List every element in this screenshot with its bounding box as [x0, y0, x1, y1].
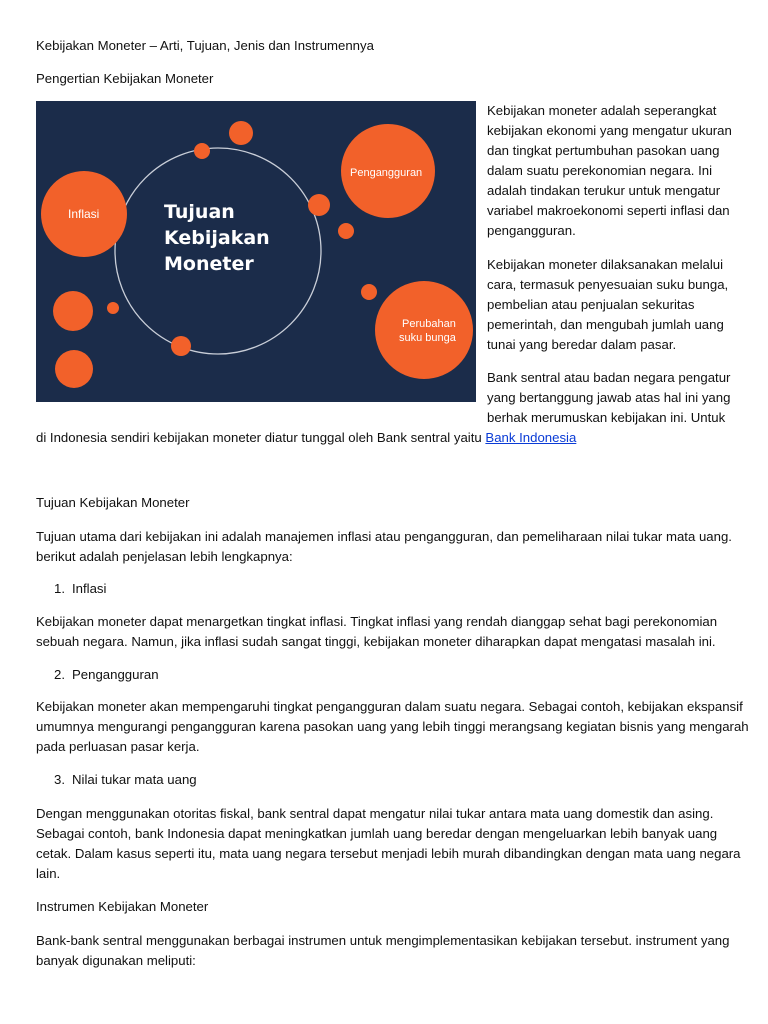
text-line: berhak merumuskan kebijakan ini. Untuk: [487, 410, 726, 425]
list-item-pengangguran: [54, 665, 159, 685]
paragraph-pelaksanaan: [487, 255, 747, 355]
text-line: pada perluasan pasar kerja.: [36, 739, 200, 754]
text-line: pengangguran.: [487, 223, 576, 238]
text-line: cetak. Dalam kasus seperti itu, mata uang negara tersebut menjadi lebih murah dibandingkan dengan mata uang negara: [36, 846, 741, 861]
list-item-nilai-tukar: [54, 770, 197, 790]
text-line: Kebijakan moneter dilaksanakan melalui: [487, 257, 724, 272]
dot: [338, 223, 354, 239]
section-heading-pengertian: Pengertian Kebijakan Moneter: [36, 71, 214, 86]
text-line: Bank sentral atau badan negara pengatur: [487, 370, 731, 385]
text-line: cara, termasuk penyesuaian suku bunga,: [487, 277, 729, 292]
dot: [107, 302, 119, 314]
label-pengangguran: Pengangguran: [350, 167, 423, 179]
circle-perubahan-suku-bunga: [375, 281, 473, 379]
figure-title-line2: Kebijakan: [164, 227, 270, 249]
text-line: Bank-bank sentral menggunakan berbagai instrumen untuk mengimplementasikan kebijakan tersebut. instrument yang: [36, 933, 730, 948]
text-line: pemerintah, dan mengubah jumlah uang: [487, 317, 724, 332]
text-line: kebijakan ekonomi yang mengatur ukuran: [487, 123, 732, 138]
list-item-inflasi: [54, 579, 106, 599]
dot: [194, 143, 210, 159]
dot: [361, 284, 377, 300]
dot: [308, 194, 330, 216]
text-line: adalah tindakan terukur untuk mengatur: [487, 183, 721, 198]
paragraph-instrumen-intro: [36, 931, 736, 971]
list-number: 2.: [54, 667, 65, 682]
paragraph-pengangguran: [36, 697, 749, 757]
text-line: Sebagai contoh, bank Indonesia dapat meningkatkan jumlah uang beredar dengan mengeluarkan lebih banyak uang: [36, 826, 718, 841]
text-line: tunai yang beredar dalam pasar.: [487, 337, 677, 352]
section-heading-tujuan: Tujuan Kebijakan Moneter: [36, 495, 190, 510]
text-line: lain.: [36, 866, 61, 881]
list-number: 3.: [54, 772, 65, 787]
text-line: Dengan menggunakan otoritas fiskal, bank sentral dapat mengatur nilai tukar antara mata uang domestik dan asing.: [36, 806, 714, 821]
list-label: Nilai tukar mata uang: [72, 772, 197, 787]
list-number: 1.: [54, 581, 65, 596]
text-line: umumnya mengurangi pengangguran karena pasokan uang yang lebih tinggi merangsang kegiatan bisnis yang mengarah: [36, 719, 749, 734]
figure-title-line1: Tujuan: [164, 201, 235, 223]
text-line: berikut adalah penjelasan lebih lengkapnya:: [36, 549, 293, 564]
dot: [229, 121, 253, 145]
label-inflasi: Inflasi: [68, 207, 100, 221]
document-title: Kebijakan Moneter – Arti, Tujuan, Jenis dan Instrumennya: [36, 38, 374, 53]
dot: [55, 350, 93, 388]
text-line: banyak digunakan meliputi:: [36, 953, 196, 968]
paragraph-nilai-tukar: [36, 804, 741, 884]
paragraph-tujuan-intro: [36, 527, 736, 567]
bank-indonesia-link[interactable]: Bank Indonesia: [485, 430, 577, 445]
text-line: yang bertanggung jawab atas hal ini yang: [487, 390, 731, 405]
paragraph-definisi: [487, 101, 747, 241]
text-line: variabel makroekonomi seperti inflasi dan: [487, 203, 730, 218]
section-heading-instrumen: Instrumen Kebijakan Moneter: [36, 899, 209, 914]
label-perubahan-line1: Perubahan: [402, 318, 456, 330]
text-line: dalam suatu perekonomian negara. Ini: [487, 163, 713, 178]
text-line: Kebijakan moneter dapat menargetkan tingkat inflasi. Tingkat inflasi yang rendah dianggap sehat bagi perekonomian: [36, 614, 718, 629]
paragraph-inflasi: [36, 612, 736, 652]
dot: [171, 336, 191, 356]
text-line: pembelian atau penjualan sekuritas: [487, 297, 695, 312]
text-line: Kebijakan moneter akan mempengaruhi tingkat pengangguran dalam suatu negara. Sebagai contoh, kebijakan ekspansif: [36, 699, 743, 714]
tujuan-kebijakan-figure: [36, 101, 476, 402]
text-line: Tujuan utama dari kebijakan ini adalah manajemen inflasi atau pengangguran, dan pemeliharaan nilai tukar mata uang.: [36, 529, 732, 544]
paragraph-bank-indonesia-line: [36, 428, 576, 448]
figure-title-line3: Moneter: [164, 253, 254, 275]
paragraph-bank-sentral: [487, 368, 747, 428]
text-line: Kebijakan moneter adalah seperangkat: [487, 103, 717, 118]
list-label: Inflasi: [72, 581, 107, 596]
label-perubahan-line2: suku bunga: [399, 332, 456, 344]
text-line: di Indonesia sendiri kebijakan moneter diatur tunggal oleh Bank sentral yaitu: [36, 430, 482, 445]
list-label: Pengangguran: [72, 667, 159, 682]
text-line: dan tingkat pertumbuhan pasokan uang: [487, 143, 720, 158]
dot: [53, 291, 93, 331]
text-line: sebuah negara. Namun, jika inflasi sudah sangat tinggi, kebijakan moneter diharapkan dapat mengatasi masalah ini.: [36, 634, 716, 649]
